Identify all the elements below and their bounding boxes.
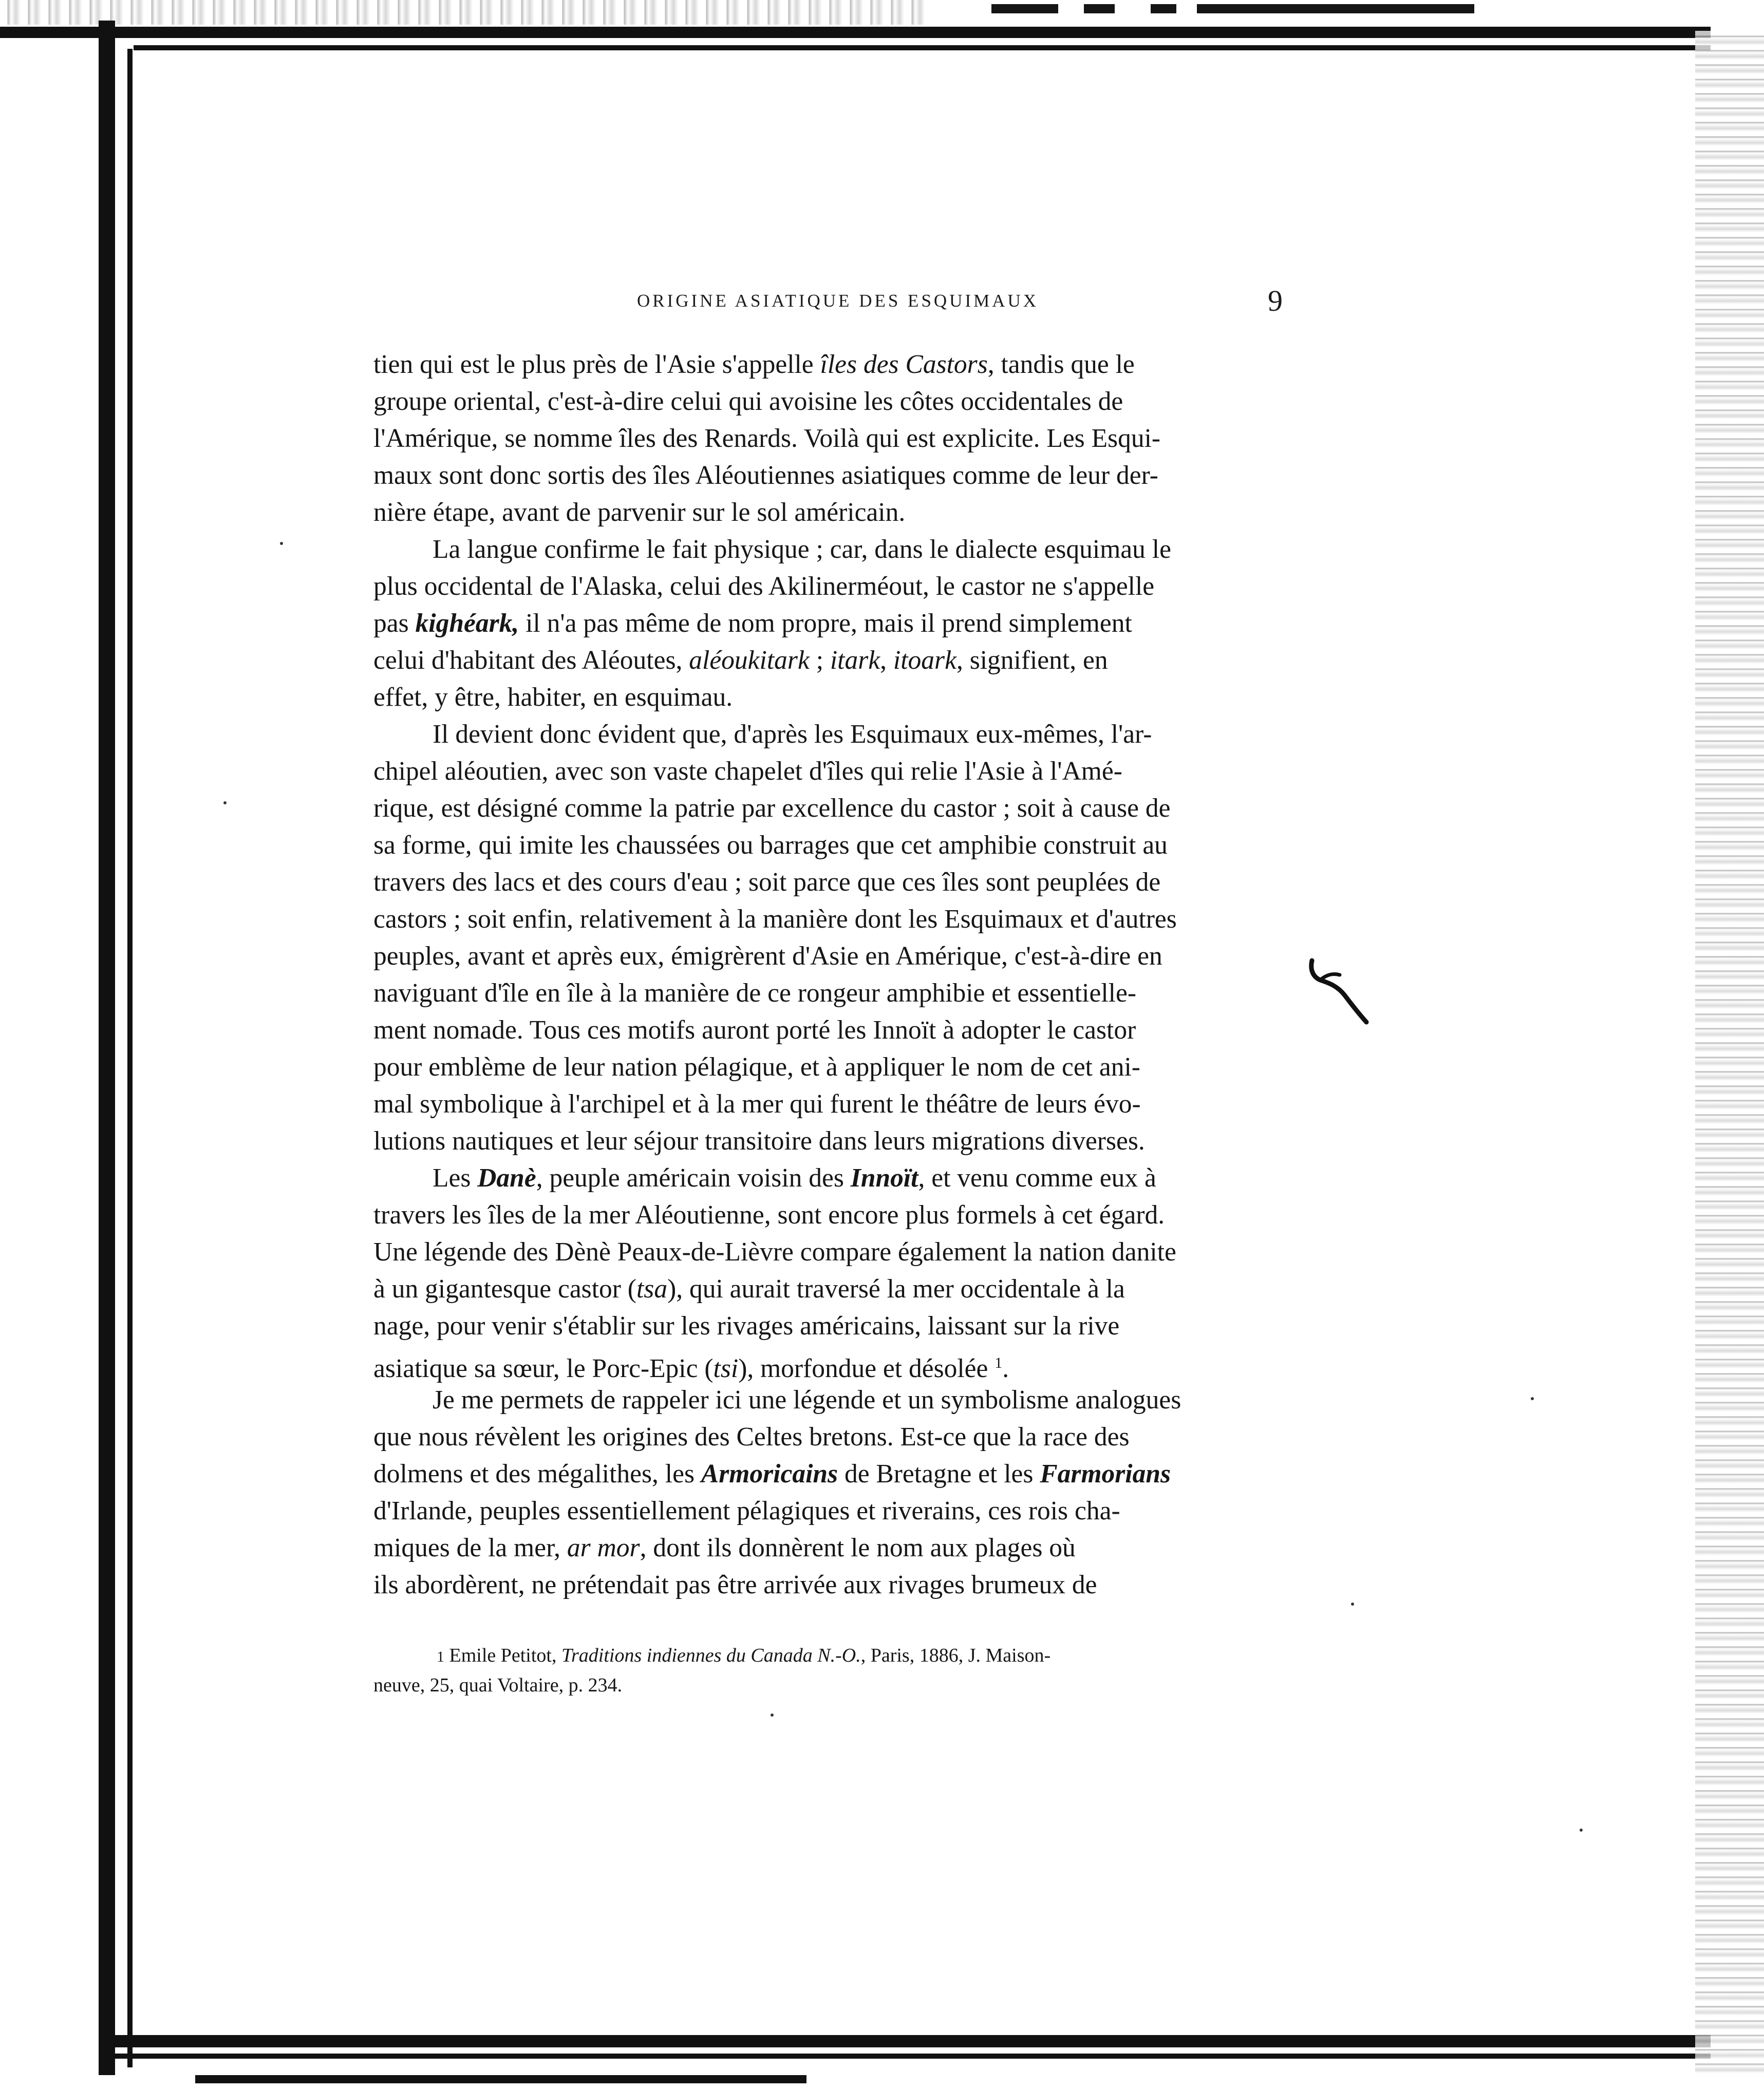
text-line: ment nomade. Tous ces motifs auront porté les Innoït à adopter le castor (373, 1015, 1136, 1045)
page-number: 9 (1268, 284, 1283, 317)
text-line: La langue confirme le fait physique ; car, dans le dialecte esquimau le (433, 535, 1171, 564)
text-line: plus occidental de l'Alaska, celui des Akilinerméout, le castor ne s'appelle (373, 572, 1155, 601)
text-line: rique, est désigné comme la patrie par excellence du castor ; soit à cause de (373, 794, 1171, 823)
text-line: pas kighéark, il n'a pas même de nom propre, mais il prend simplement (373, 609, 1132, 638)
text-line: peuples, avant et après eux, émigrèrent d'Asie en Amérique, c'est-à-dire en (373, 942, 1162, 971)
text-line: pour emblème de leur nation pélagique, et à appliquer le nom de cet ani- (373, 1052, 1140, 1082)
text-line: maux sont donc sortis des îles Aléoutiennes asiatiques comme de leur der- (373, 461, 1158, 490)
frame-bottom-rule (103, 2035, 1711, 2047)
frame-bottom-rule-thin (103, 2054, 1711, 2059)
text-line: miques de la mer, ar mor, dont ils donnèrent le nom aux plages où (373, 1533, 1076, 1562)
text-line: Une légende des Dènè Peaux-de-Lièvre compare également la nation danite (373, 1237, 1176, 1267)
text-line: l'Amérique, se nomme îles des Renards. Voilà qui est explicite. Les Esqui- (373, 424, 1161, 453)
text-line: celui d'habitant des Aléoutes, aléoukitark ; itark, itoark, signifient, en (373, 646, 1108, 675)
scan-bar (1197, 4, 1474, 13)
scan-speck (1531, 1397, 1534, 1400)
text-line: nière étape, avant de parvenir sur le sol américain. (373, 498, 906, 527)
scan-speck (1580, 1829, 1583, 1832)
text-line: effet, y être, habiter, en esquimau. (373, 683, 733, 712)
text-line: nage, pour venir s'établir sur les rivages américains, laissant sur la rive (373, 1311, 1120, 1341)
text-line: dolmens et des mégalithes, les Armoricains de Bretagne et les Farmorians (373, 1459, 1171, 1489)
text-line: travers des lacs et des cours d'eau ; soit parce que ces îles sont peuplées de (373, 868, 1161, 897)
text-line: d'Irlande, peuples essentiellement pélagiques et riverains, ces rois cha- (373, 1496, 1120, 1526)
text-line: ils abordèrent, ne prétendait pas être arrivée aux rivages brumeux de (373, 1570, 1097, 1599)
text-line: Je me permets de rappeler ici une légende et un symbolisme analogues (433, 1385, 1181, 1415)
text-line: Il devient donc évident que, d'après les Esquimaux eux-mêmes, l'ar- (433, 720, 1152, 749)
running-head: ORIGINE ASIATIQUE DES ESQUIMAUX (637, 291, 1039, 311)
text-line: sa forme, qui imite les chaussées ou barrages que cet amphibie construit au (373, 831, 1168, 860)
scan-bar (1151, 4, 1176, 13)
frame-bottom-rule-short (195, 2075, 806, 2083)
scan-speck (771, 1714, 774, 1717)
text-line: asiatique sa sœur, le Porc-Epic (tsi), morfondue et désolée $^1$. (373, 1354, 1009, 1384)
text-line: Les Danè, peuple américain voisin des Innoït, et venu comme eux à (433, 1163, 1156, 1193)
text-line: tien qui est le plus près de l'Asie s'appelle îles des Castors, tandis que le (373, 350, 1135, 379)
text-line: que nous révèlent les origines des Celtes bretons. Est-ce que la race des (373, 1422, 1130, 1452)
text-line: à un gigantesque castor (tsa), qui aurait traversé la mer occidentale à la (373, 1274, 1125, 1304)
scan-speck (223, 801, 227, 804)
text-line: lutions nautiques et leur séjour transitoire dans leurs migrations diverses. (373, 1126, 1145, 1156)
frame-left-rule-thin (127, 49, 133, 2067)
text-line: mal symbolique à l'archipel et à la mer qui furent le théâtre de leurs évo- (373, 1089, 1141, 1119)
scan-noise-right (1695, 31, 1764, 2075)
scan-noise-top (0, 0, 925, 25)
scan-speck (280, 542, 283, 545)
frame-left-rule (99, 21, 115, 2075)
text-line: castors ; soit enfin, relativement à la manière dont les Esquimaux et d'autres (373, 905, 1177, 934)
scan-bar (1084, 4, 1115, 13)
scan-bar (991, 4, 1058, 13)
frame-top-rule (0, 27, 1711, 38)
margin-annotation-mark (1309, 954, 1371, 1026)
frame-top-rule-thin (134, 45, 1711, 50)
text-line: groupe oriental, c'est-à-dire celui qui avoisine les côtes occidentales de (373, 387, 1123, 416)
footnote-line: neuve, 25, quai Voltaire, p. 234. (373, 1674, 623, 1696)
footnote-line: 1 Emile Petitot, Traditions indiennes du Canada N.-O., Paris, 1886, J. Maison- (437, 1645, 1051, 1666)
text-line: naviguant d'île en île à la manière de ce rongeur amphibie et essentielle- (373, 978, 1136, 1008)
text-line: chipel aléoutien, avec son vaste chapelet d'îles qui relie l'Asie à l'Amé- (373, 757, 1122, 786)
text-line: travers les îles de la mer Aléoutienne, sont encore plus formels à cet égard. (373, 1200, 1165, 1230)
scan-speck (1351, 1603, 1354, 1606)
